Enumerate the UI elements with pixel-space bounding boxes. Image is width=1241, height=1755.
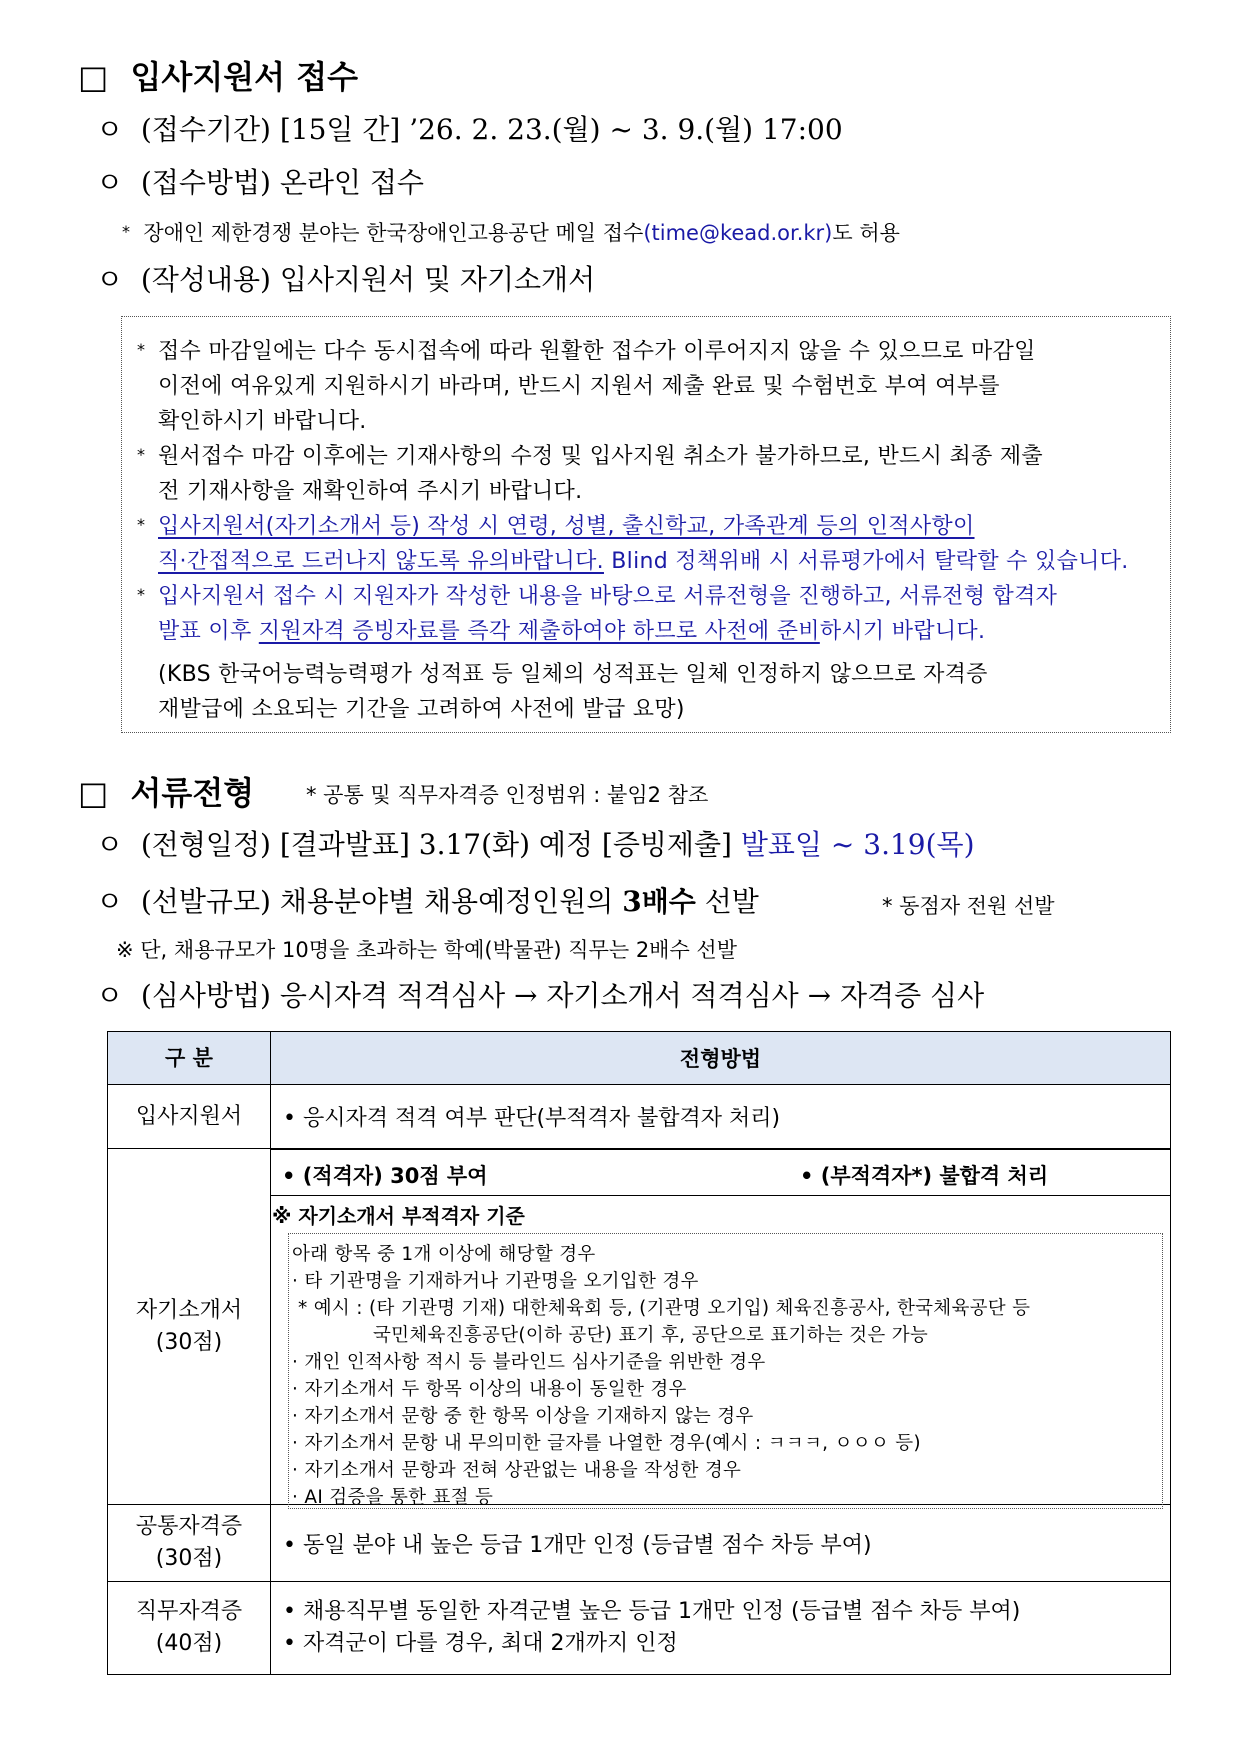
criteria-item: * 예시 : (타 기관명 기재) 대한체육회 등, (기관명 오기입) 체육진흥공사, 한국체육공단 등	[298, 1298, 1031, 1319]
section-title-application: □ 입사지원서 접수	[78, 58, 359, 96]
row-category-common-cert: 공통자격증 (30점)	[108, 1505, 271, 1582]
notice-line-4: * 원서접수 마감 이후에는 기재사항의 수정 및 입사지원 취소가 불가하므로, 반드시 최종 제출	[137, 444, 1043, 469]
notice-line-7: 직·간접적으로 드러나지 않도록 유의바랍니다. Blind 정책위배 시 서류평가에서 탈락할 수 있습니다.	[158, 549, 1129, 574]
application-content: ㅇ (작성내용) 입사지원서 및 자기소개서	[96, 263, 596, 296]
notice-line-11: 재발급에 소요되는 기간을 고려하여 사전에 발급 요망)	[158, 697, 685, 722]
row-method-common-cert: • 동일 분야 내 높은 등급 1개만 인정 (등급별 점수 차등 부여)	[271, 1505, 1171, 1582]
screening-scale: ㅇ (선발규모) 채용분야별 채용예정인원의 3배수 선발	[96, 885, 759, 918]
criteria-item: · 자기소개서 문항 내 무의미한 글자를 나열한 경우(예시 : ㅋㅋㅋ, ㅇㅇㅇ 등)	[292, 1433, 921, 1454]
table-row	[108, 1582, 1171, 1675]
screening-title-note: * 공통 및 직무자격증 인정범위 : 붙임2 참조	[306, 783, 709, 807]
screening-scale-note: * 동점자 전원 선발	[882, 894, 1055, 918]
criteria-item: · 자기소개서 문항과 전혀 상관없는 내용을 작성한 경우	[292, 1460, 742, 1481]
notice-line-2: 이전에 여유있게 지원하시기 바라며, 반드시 지원서 제출 완료 및 수험번호 부여 여부를	[158, 374, 1000, 399]
section-title-screening: □ 서류전형	[78, 774, 255, 812]
criteria-item: · 개인 인적사항 적시 등 블라인드 심사기준을 위반한 경우	[292, 1352, 766, 1373]
notice-line-5: 전 기재사항을 재확인하여 주시기 바랍니다.	[158, 479, 583, 504]
row-category-application: 입사지원서	[108, 1085, 271, 1149]
table-header-method: 전형방법	[271, 1032, 1171, 1085]
application-period: ㅇ (접수기간) [15일 간] ’26. 2. 23.(월) ~ 3. 9.(월) 17:00	[96, 113, 843, 146]
notice-line-1: * 접수 마감일에는 다수 동시접속에 따라 원활한 접수가 이루어지지 않을 수 있으므로 마감일	[137, 339, 1036, 364]
self-intro-criteria-title: ※ 자기소개서 부적격자 기준	[272, 1204, 525, 1228]
criteria-item: 아래 항목 중 1개 이상에 해당할 경우	[292, 1244, 596, 1265]
screening-schedule: ㅇ (전형일정) [결과발표] 3.17(화) 예정 [증빙제출] 발표일 ~ 3.19(목)	[96, 828, 975, 861]
screening-review-method: ㅇ (심사방법) 응시자격 적격심사 → 자기소개서 적격심사 → 자격증 심사	[96, 979, 985, 1012]
notice-line-8: * 입사지원서 접수 시 지원자가 작성한 내용을 바탕으로 서류전형을 진행하고, 서류전형 합격자	[137, 584, 1058, 609]
notice-line-6: * 입사지원서(자기소개서 등) 작성 시 연령, 성별, 출신학교, 가족관계 등의 인적사항이	[137, 514, 975, 539]
criteria-item: 국민체육진흥공단(이하 공단) 표기 후, 공단으로 표기하는 것은 가능	[373, 1325, 929, 1346]
self-intro-fail: • (부적격자*) 불합격 처리	[800, 1164, 1049, 1188]
criteria-item: · 자기소개서 두 항목 이상의 내용이 동일한 경우	[292, 1379, 687, 1400]
row-category-job-cert: 직무자격증 (40점)	[108, 1582, 271, 1675]
criteria-item: · AI 검증을 통한 표절 등	[292, 1487, 494, 1508]
notice-line-9: 발표 이후 지원자격 증빙자료를 즉각 제출하여야 하므로 사전에 준비하시기 바랍니다.	[158, 619, 986, 644]
self-intro-pass: • (적격자) 30점 부여	[282, 1164, 488, 1188]
table-header-row	[108, 1032, 1171, 1085]
table-header-category: 구 분	[108, 1032, 271, 1085]
row-category-self-intro: 자기소개서 (30점)	[108, 1149, 271, 1505]
self-intro-divider-top	[270, 1149, 1171, 1150]
criteria-item: · 자기소개서 문항 중 한 항목 이상을 기재하지 않는 경우	[292, 1406, 754, 1427]
application-method: ㅇ (접수방법) 온라인 접수	[96, 166, 424, 199]
application-method-note: * 장애인 제한경쟁 분야는 한국장애인고용공단 메일 접수(time@kead.or.kr)도 허용	[122, 221, 900, 245]
screening-scale-sub: ※ 단, 채용규모가 10명을 초과하는 학예(박물관) 직무는 2배수 선발	[116, 938, 738, 962]
self-intro-divider-criteria	[270, 1195, 1171, 1196]
table-row	[108, 1505, 1171, 1582]
row-method-application: • 응시자격 적격 여부 판단(부적격자 불합격자 처리)	[271, 1085, 1171, 1149]
notice-line-10: (KBS 한국어능력능력평가 성적표 등 일체의 성적표는 일체 인정하지 않으므로 자격증	[158, 662, 988, 687]
table-row	[108, 1085, 1171, 1149]
kead-email-link[interactable]: (time@kead.or.kr)	[643, 221, 833, 245]
row-method-job-cert: • 채용직무별 동일한 자격군별 높은 등급 1개만 인정 (등급별 점수 차등 부여) • 자격군이 다를 경우, 최대 2개까지 인정	[271, 1582, 1171, 1675]
criteria-item: · 타 기관명을 기재하거나 기관명을 오기입한 경우	[292, 1271, 699, 1292]
notice-line-3: 확인하시기 바랍니다.	[158, 409, 367, 434]
